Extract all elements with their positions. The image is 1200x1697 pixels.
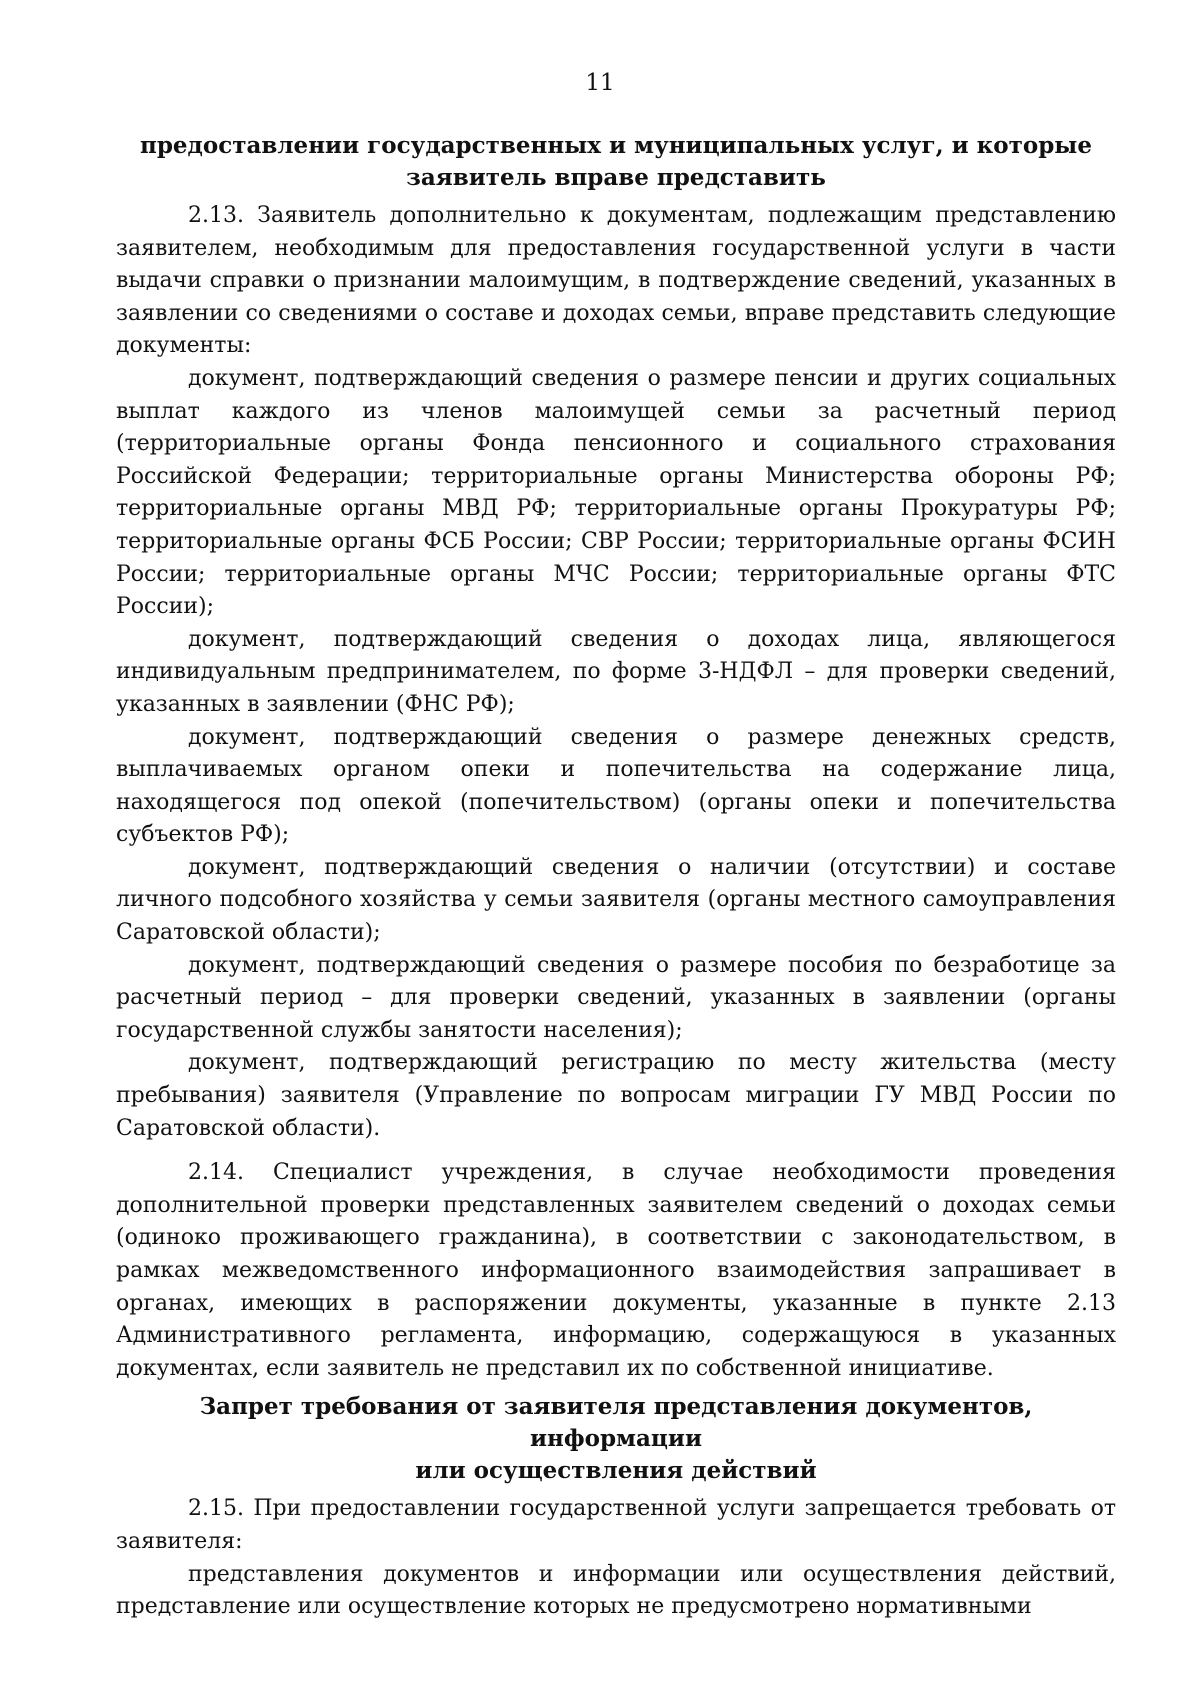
section-heading-prohibition-line1: Запрет требования от заявителя представления документов, информации	[199, 1393, 1033, 1453]
paragraph-entrepreneur-income-document: документ, подтверждающий сведения о доходах лица, являющегося индивидуальным предпринимателем, по форме 3-НДФЛ – для проверки сведений, указанных в заявлении (ФНС РФ);	[116, 626, 1116, 717]
paragraph-guardianship-funds-document: документ, подтверждающий сведения о размере денежных средств, выплачиваемых органом опеки и попечительства на содержание лица, находящегося под опекой (попечительством) (органы опеки и попечительства субъектов РФ);	[116, 724, 1116, 848]
page-number: 11	[585, 70, 615, 96]
paragraph-registration-document: документ, подтверждающий регистрацию по месту жительства (месту пребывания) заявителя (Управление по вопросам миграции ГУ МВД России по Саратовской области).	[116, 1050, 1116, 1141]
paragraph-2-13: 2.13. Заявитель дополнительно к документам, подлежащим представлению заявителем, необходимым для предоставления государственной услуги в части выдачи справки о признании малоимущим, в подтверждение сведений, указанных в заявлении со сведениями о составе и доходах семьи, вправе представить следующие документы:	[116, 203, 1116, 359]
paragraph-household-plot-document: документ, подтверждающий сведения о наличии (отсутствии) и составе личного подсобного хозяйства у семьи заявителя (органы местного самоуправления Саратовской области);	[116, 854, 1116, 946]
page-content	[116, 130, 1116, 1624]
paragraph-pension-document: документ, подтверждающий сведения о размере пенсии и других социальных выплат каждого из членов малоимущей семьи за расчетный период (территориальные органы Фонда пенсионного и социального страхования Российской Федерации; территориальные органы Министерства обороны РФ; территориальные органы МВД РФ; территориальные органы Прокуратуры РФ; территориальные органы ФСБ России; СВР России; территориальные органы ФСИН России; территориальные органы МЧС России; территориальные органы ФТС России);	[116, 365, 1116, 620]
section-heading-documents-line1: предоставлении государственных и муниципальных услуг, и которые	[139, 132, 1092, 159]
section-heading-documents	[116, 130, 1116, 194]
section-heading-prohibition-line2: или осуществления действий	[415, 1457, 817, 1485]
paragraph-2-14: 2.14. Специалист учреждения, в случае необходимости проведения дополнительной проверки представленных заявителем сведений о доходах семьи (одиноко проживающего гражданина), в соответствии с законодательством, в рамках межведомственного информационного взаимодействия запрашивает в органах, имеющих в распоряжении документы, указанные в пункте 2.13 Административного регламента, информацию, содержащуюся в указанных документах, если заявитель не представил их по собственной инициативе.	[116, 1160, 1116, 1381]
paragraph-2-15: 2.15. При предоставлении государственной услуги запрещается требовать от заявителя:	[116, 1496, 1116, 1554]
paragraph-unemployment-benefit-document: документ, подтверждающий сведения о размере пособия по безработице за расчетный период – для проверки сведений, указанных в заявлении (органы государственной службы занятости населения);	[116, 952, 1116, 1043]
paragraph-prohibited-requirements: представления документов и информации или осуществления действий, представление или осуществление которых не предусмотрено нормативными	[116, 1561, 1116, 1620]
section-heading-prohibition	[116, 1391, 1116, 1487]
section-heading-documents-line2: заявитель вправе представить	[406, 164, 826, 191]
